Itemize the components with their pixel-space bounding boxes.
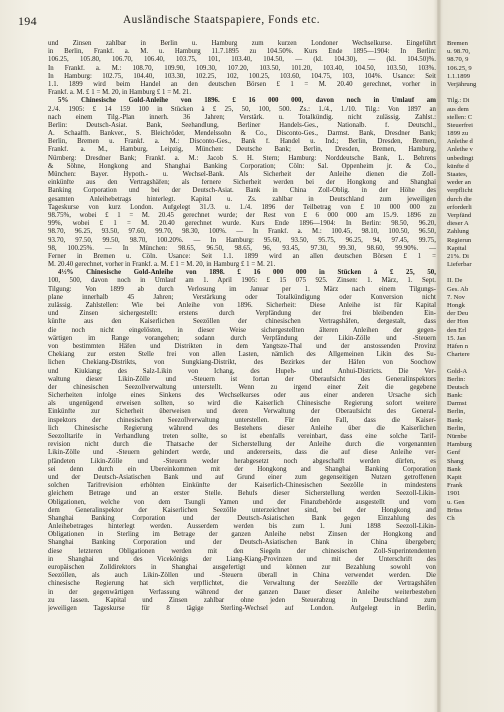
side-text-line: Nürnbe bbox=[447, 433, 467, 440]
side-text-line: dieser A bbox=[447, 220, 469, 228]
side-text-line: Bank; bbox=[447, 416, 463, 424]
text-line: Tilgung: Von 1899 ab durch Verlosung im Januar per 1. März nach einem Tilgungs- bbox=[48, 285, 436, 293]
adjacent-page-column bbox=[447, 40, 504, 706]
text-line: zu lassen. Kapital und Zinsen zahlbar ohne jeden Steuerabzug in Deutschland zum bbox=[48, 596, 436, 604]
text-line: gesamten Anleihebetrags hinterlegt. Kapital u. Zs. zahlbar in Deutschland zum jeweiligen bbox=[48, 195, 436, 203]
side-text-line: II. De bbox=[447, 277, 463, 285]
side-text-line: u. 98.70, bbox=[447, 48, 471, 56]
text-line: gleichem Betrage und an erster Stelle. Behufs dieser Sicherstellung werden Seezoll-Likin- bbox=[48, 490, 436, 498]
side-text-line: der Hon bbox=[447, 318, 469, 326]
text-line: 99%, wobei £ 1 = M. 20.40 gerechnet wurde. Kurs Ende 1896—1904: In Berlin: 98.50, 96.20, bbox=[48, 220, 436, 228]
text-line: chinesische Regierung hat sich verpflichtet, die Verwaltung der Seezölle der Vertragshäfen bbox=[48, 580, 436, 588]
side-text-line: aus dem bbox=[447, 105, 469, 113]
text-line: pfändeten Likin-Zölle und -Steuern weder herabgesetzt noch abgeschafft werden dürfen, es bbox=[48, 457, 436, 465]
text-line: Ferner in Bremen u. Cöln. Usance: Seit 1.1. 1899 wird an allen deutschen Börsen £ 1 = bbox=[48, 252, 436, 260]
side-text-line: Bremen bbox=[447, 40, 468, 47]
side-text-line: 7. Nov bbox=[447, 293, 465, 301]
text-line: In Frankf. a. M.: 108.70, 109.90, 109.30, 107.20, 103.50, 101.20, 103.40, 104.50, 103.50, 103%. bbox=[48, 64, 436, 72]
side-text-line bbox=[447, 269, 504, 277]
side-text-line: Bank: bbox=[447, 392, 463, 400]
text-line: zulässig. Zahlstellen: Wie bei Anleihe von 1896. Sicherheit: Diese Anleihe ist für Kapital bbox=[48, 302, 436, 309]
text-line: revision nicht durch die Thatsache der Sicherstellung der Anleihe durch die vorgenannten bbox=[48, 441, 436, 449]
side-text-line: Ch bbox=[447, 514, 455, 522]
side-text-line: 21%. Di bbox=[447, 252, 469, 260]
text-line: Obligationen, welche von dem Tsungli Yamen und der Finanzbehörde ausgestellt und vom bbox=[48, 498, 436, 506]
side-text-line: Hongk bbox=[447, 302, 465, 309]
text-line: der chinesischen Seezollverwaltung unterstellt. Wenn zu irgend einer Zeit die gegebene bbox=[48, 383, 436, 391]
side-text-line: Hamburg bbox=[447, 441, 472, 449]
text-line: Frankf. a. M., Hamburg, Leipzig, München: Deutsche Bank; Berlin, Dresden, Bremen, Hamburg, bbox=[48, 146, 436, 154]
text-line: 100, 500, davon noch in Umlauf am 1. April 1905: £ 15 075 925. Zinsen: 1. März, 1. Sept. bbox=[48, 277, 436, 285]
side-text-line: Darmst bbox=[447, 400, 467, 408]
side-text-line: verpflicht bbox=[447, 187, 473, 195]
side-text-line: weder an bbox=[447, 179, 471, 187]
side-text-line: Lieferbar bbox=[447, 261, 472, 269]
text-line: In Hamburg: 102.75, 104.40, 103.30, 102.25, 102, 100.25, 103.60, 104.75, 103, 104%. Usance: Seit bbox=[48, 72, 436, 80]
side-text-line: Häfen n bbox=[447, 342, 469, 350]
side-text-line: künfte d bbox=[447, 162, 469, 170]
side-text-line: u. Gen bbox=[447, 498, 465, 506]
text-line: 98, 100.25%. — In München: 98.65, 96.50, 98.65, 96, 93.45, 97.30, 99.30, 98.60, 99.90%. — bbox=[48, 244, 436, 252]
page-header bbox=[18, 14, 438, 30]
side-text-line: Gold-A bbox=[447, 367, 468, 375]
side-text-line: Bank bbox=[447, 465, 461, 473]
text-line: Chekiang zur ersten Stelle frei von allen Lasten, nämlich des Allgemeinen Likin des Su- bbox=[48, 351, 436, 359]
side-text-line bbox=[447, 89, 504, 97]
side-text-line: 1901 bbox=[447, 490, 461, 498]
side-text-line: Anleihe v bbox=[447, 146, 473, 154]
text-line: in Berlin, Frankf. a. M. u. Hamburg 11.7.1895 zu 104.50%. Kurs Ende 1895—1904: In Berlin: bbox=[48, 48, 436, 56]
side-text-line: Shang bbox=[447, 457, 464, 465]
main-text-column bbox=[48, 40, 436, 706]
running-head: Ausländische Staatspapiere, Fonds etc. bbox=[123, 14, 321, 26]
side-text-line: 1.1.1899 bbox=[447, 72, 471, 80]
side-text-line: Verpfänd bbox=[447, 211, 472, 219]
text-line: 5% Chinesische Gold-Anleihe von 1896. £ 16 000 000, davon noch in Umlauf am bbox=[58, 97, 436, 105]
text-line: plane innerhalb 45 Jahren; Verstärkung oder Totalkündigung oder Konversion nicht bbox=[48, 293, 436, 301]
book-gutter bbox=[437, 0, 441, 712]
text-line: 98.70, 96.25, 93.50, 97.60, 99.70, 98.30, 100%. — In Frankf. a. M.: 100.45, 98.10, 100.50, 96.50, bbox=[48, 228, 436, 236]
side-text-line: erforderli bbox=[447, 203, 472, 211]
text-line: Tageskurse von kurz London. Aufgelegt 31./3. u. 1./4. 1896 der Teilbetrag von £ 10 000 000 zu bbox=[48, 203, 436, 211]
side-text-line: Berlin, bbox=[447, 424, 466, 432]
text-line: 4½% Chinesische Gold-Anleihe von 1898. £ 16 000 000 in Stücken à £ 25, 50, bbox=[58, 269, 436, 277]
text-line: und Zinsen sichergestellt: erstens durch Verpfändung der frei bleibenden Ein- bbox=[48, 310, 436, 318]
side-text-line: Genf bbox=[447, 449, 461, 457]
text-line: Sicherheiten infolge eines Sinkens des Wechselkurses oder aus einer anderen Ursache sich bbox=[48, 392, 436, 400]
text-line: M. 20.40 gerechnet, vorher in Frankf. a. M. £ 1 = M. 20, in Hamburg £ 1 = M. 21. bbox=[48, 261, 276, 269]
text-line: Berlin: Deutsch-Asiat. Bank, Seehandlung, Berliner Handels-Ges., Nationalb. f. Deutschl., bbox=[48, 121, 436, 129]
side-text-line: 106.25, 9 bbox=[447, 64, 472, 72]
text-line: Shanghai Banking Corporation und der Deutsch-Asiatischen Bank gegen Einzahlung des bbox=[48, 514, 436, 522]
text-line: und Kiukiang; des Salz-Likin von Ichang, des Hupeh- und Anhui-Districts. Die Ver- bbox=[48, 367, 436, 375]
side-text-line: Verjährung bbox=[447, 80, 477, 88]
side-text-line bbox=[447, 359, 504, 367]
text-line: künfte aus den Kaiserlichen Seezöllen der chinesischen Vertragshäfen, dergestalt, dass bbox=[48, 318, 436, 326]
text-line: und der Deutsch-Asiatischen Bank und auf Grund einer zum gegenseitigen Nutzen getroffenen bbox=[48, 473, 436, 481]
text-line: & Söhne, Hongkong and Shanghai Banking Corporation; Cöln: Sal. Oppenheim jr. & Co., bbox=[48, 162, 436, 170]
text-line: Seezöllen, als auch Likin-Zöllen und -Steuern überall in China verwendet werden. Die bbox=[48, 572, 436, 580]
side-text-line: Ges. Ab bbox=[447, 285, 469, 293]
side-text-line: Deutsch bbox=[447, 383, 469, 391]
text-line: Likin-Zölle und -Steuern gehindert werde, und andererseits, dass die auf diese Anleihe ver- bbox=[48, 449, 436, 457]
text-line: 106.25, 105.80, 106.70, 106.40, 103.75, 101, 103.40, 104.50, — (kl. 104.30), — (kl. 104.50)%. bbox=[48, 56, 436, 64]
text-line: Berlin, Bremen u. Frankf. a. M.: Disconto-Ges., Bank f. Handel u. Ind.; Berlin, Dresden, Bremen, bbox=[48, 138, 436, 146]
text-line: Obligationen in Sterling im Betrage der ganzen Anleihe nebst Zinsen der Hongkong and bbox=[48, 531, 436, 539]
side-text-line: Frank bbox=[447, 482, 463, 490]
text-line: die noch nicht eingelösten, in dieser Weise sichergestellten älteren Anleihen der gegen- bbox=[48, 326, 436, 334]
text-line: und Zinsen zahlbar in Berlin u. Hamburg zum kurzen Londoner Wechselkurse. Eingeführt bbox=[48, 40, 436, 47]
side-text-line: 98.70, 9 bbox=[447, 56, 469, 64]
side-text-line: Tilg.: Di bbox=[447, 97, 470, 105]
side-text-line: durch die bbox=[447, 195, 472, 203]
side-text-line: Brüss bbox=[447, 506, 463, 514]
text-line: Einkünfte zur Sicherheit überweisen und deren Verwaltung der Oberaufsicht des General- bbox=[48, 408, 436, 416]
text-line: jeweiligen Tageskurse für 8 tägige Sterling-Wechsel auf London. Aufgelegt in Berlin, bbox=[48, 604, 436, 612]
text-line: in Shanghai und des Vicekönigs der Liang-Kiang-Provinzen und mit der Unterschrift des bbox=[48, 555, 436, 563]
side-text-line: Kapit bbox=[447, 473, 462, 481]
text-line: sei denn durch ein Übereinkommen mit der Hongkong and Shanghai Banking Corporation bbox=[48, 465, 436, 473]
text-line: lichen Chekiang-Distrikts, von Sungkiang-Distrikt, des Bezirkes der Häfen von Soochow bbox=[48, 359, 436, 367]
page-number: 194 bbox=[18, 14, 37, 28]
text-line: in der gegenwärtigen Verfassung während der ganzen Dauer dieser Anleihe weiterbestehen bbox=[48, 588, 436, 596]
text-line: 98.75%, wobei £ 1 = M. 20.45 gerechnet wurde; der Rest von £ 6 000 000 am 15./9. 1896 zu bbox=[48, 211, 436, 219]
side-text-line: Berlin, bbox=[447, 408, 466, 416]
text-line: diese letzteren Obligationen werden mit den Siegeln der chinesischen Zoll-Superintendenten bbox=[48, 547, 436, 555]
text-line: waltung dieser Likin-Zölle und -Steuern ist fortan der Oberaufsicht des Generalinspektors bbox=[48, 375, 436, 383]
text-line: europäischen Zolldirektors in Shanghai ausgefertigt und können zur Bezahlung sowohl von bbox=[48, 564, 436, 571]
text-line: inspektors der chinesischen Seezollverwaltung unterstellen. Für den Fall, dass die Kaiser- bbox=[48, 416, 436, 424]
side-text-line: der Deu bbox=[447, 310, 469, 318]
side-text-line: den Erl bbox=[447, 326, 467, 334]
side-text-line: Zahlung bbox=[447, 228, 469, 236]
side-text-line: stellen: C bbox=[447, 113, 473, 121]
text-line: einkünfte aus den Vertragshäfen; als fernere Sicherheit werden bei der Hongkong and Shanghai bbox=[48, 179, 436, 187]
text-line: als ungenügend erweisen sollten, so wird die Kaiserlich Chinesische Regierung sofort weitere bbox=[48, 400, 436, 408]
side-text-line: Regierun bbox=[447, 236, 472, 244]
text-line: wärtigen im Range vorangehen; sodann durch Verpfändung der Likin-Zölle und -Steuern bbox=[48, 334, 436, 342]
text-line: nach einem Tilg.-Plan innerh. 36 Jahren; Verstärk. u. Totalkündig. nicht zulässig. Zahlst.: bbox=[48, 113, 436, 121]
text-line: A. Schaaffh. Bankver., S. Bleichröder, Mendelssohn & Co., Disconto-Ges., Darmst. Bank, Dresdner Bank; bbox=[48, 130, 436, 138]
text-line: Banking Corporation und bei der Deutsch-Asiat. Bank in China Zoll-Oblig. in der Höhe des bbox=[48, 187, 436, 195]
text-line: 93.70, 97.50, 99.50, 98.70, 100.20%. — In Hamburg: 95.60, 93.50, 95.75, 96.25, 94, 97.45, 99.75, bbox=[48, 236, 436, 244]
text-line: dem Generalinspektor der Kaiserlichen Seezölle unterzeichnet sind, bei der Hongkong and bbox=[48, 506, 436, 514]
text-line: Frankf. a. M. £ 1 = M. 20, in Hamburg £ 1 = M. 21. bbox=[48, 89, 192, 97]
side-text-line: Anleihe d bbox=[447, 138, 473, 146]
side-text-line: Steuerfrei bbox=[447, 121, 473, 129]
side-text-line: 15. Jan bbox=[447, 334, 466, 342]
text-line: solchen Tarifrevision erhöhten Einkünfte der Kaiserlich-Chinesischen Seezölle in mindestens bbox=[48, 482, 436, 490]
side-text-line: 1899 zu bbox=[447, 130, 469, 138]
side-text-line: Berlin: bbox=[447, 375, 466, 383]
text-line: 1.1. 1899 wird beim Handel an den deutschen Börsen £ 1 = M. 20.40 gerechnet, vorher in bbox=[48, 80, 436, 88]
text-line: München: Bayer. Hypoth.- u. Wechsel-Bank. Als Sicherheit der Anleihe dienen die Zoll- bbox=[48, 171, 436, 178]
text-line: Shanghai Banking Corporation und der Deutsch-Asiatischen Bank in China übergeben; bbox=[48, 539, 436, 547]
side-text-line: Kapital bbox=[447, 244, 467, 252]
text-line: 2./4. 1905: £ 14 159 100 in Stücken à £ 25, 50, 100, 500. Zs.: 1./4., 1./10. Tilg.: Von 1897 an bbox=[48, 105, 436, 113]
side-text-line: unbedingt bbox=[447, 154, 474, 162]
side-text-line: Chartere bbox=[447, 351, 470, 359]
text-line: Seezolltarife in Verhandlung treten sollte, so ist ebenfalls vereinbart, dass eine solche Tarif- bbox=[48, 433, 436, 440]
text-line: lich Chinesische Regierung während des Bestehens dieser Anleihe über die Kaiserlichen bbox=[48, 424, 436, 432]
side-text-line: Staates, bbox=[447, 171, 468, 178]
text-line: von bestimmten Häfen und Distrikten in dem Yangtsze-Thal und der anstossenden Provinz bbox=[48, 342, 436, 350]
text-line: Anleihebetrages hinterlegt werden. Ausserdem werden bis zum 1. Juni 1898 Seezoll-Likin- bbox=[48, 523, 436, 531]
text-line: Nürnberg: Dresdner Bank; Frankf. a. M.: Jacob S. H. Stern; Hamburg: Norddeutsche Bank, L. Behrens bbox=[48, 154, 436, 162]
